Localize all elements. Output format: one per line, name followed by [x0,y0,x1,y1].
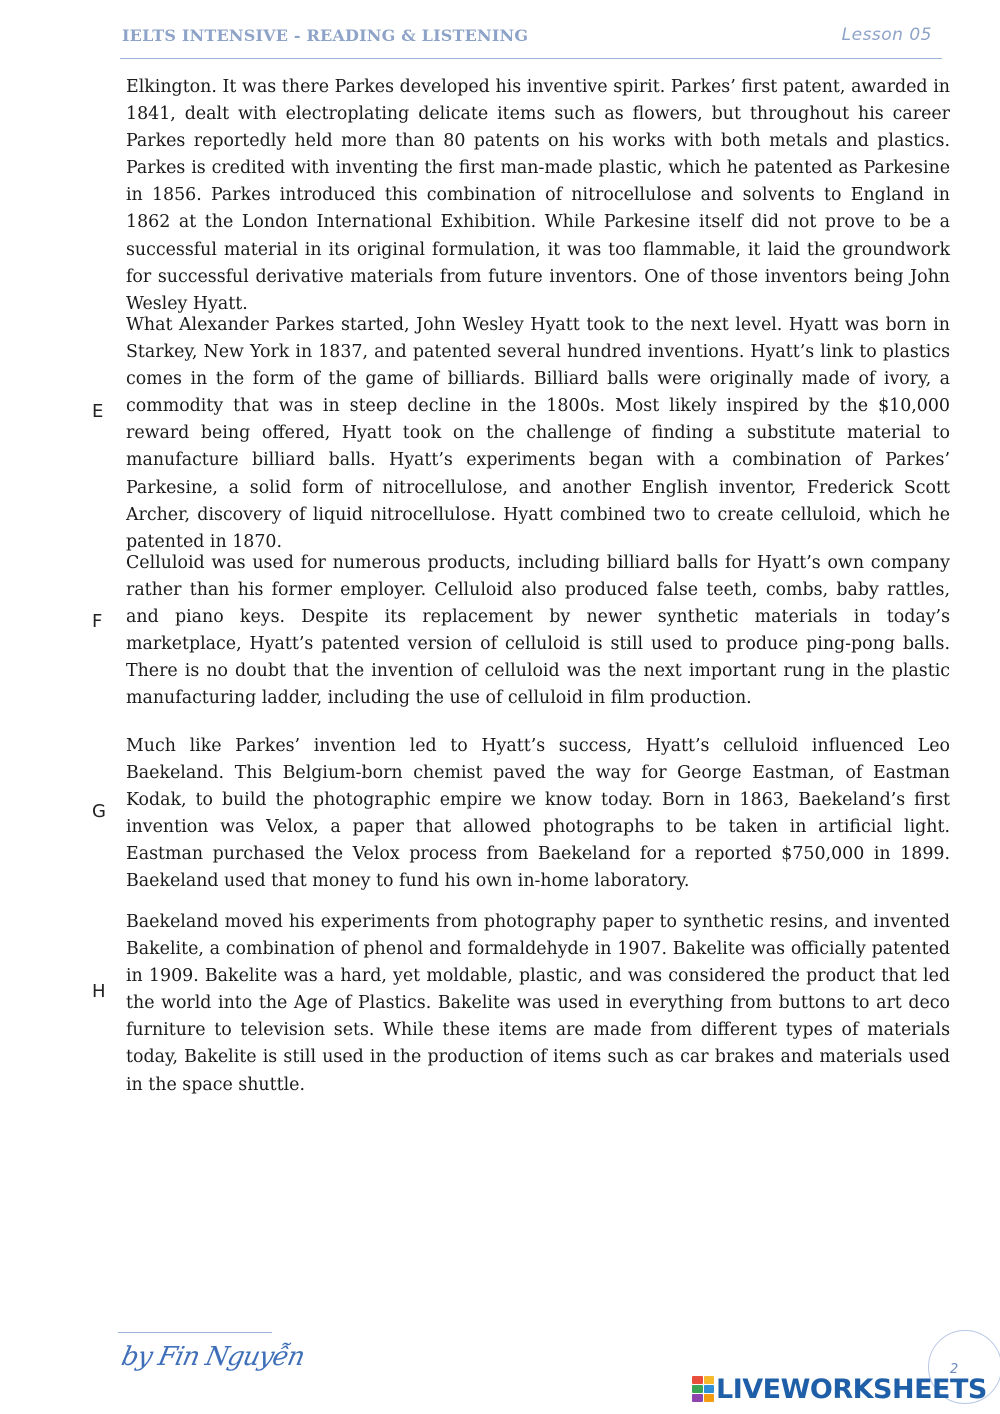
liveworksheets-text: LIVEWORKSHEETS [716,1373,987,1405]
paragraph-f: Celluloid was used for numerous products, including billiard balls for Hyatt’s own company rather than his former employer. Celluloid also produced false teeth, combs, baby rattles, and piano keys. Despite its replacement by newer synthetic materials in today’s marketplace, Hyatt’s patented version of celluloid is still used to produce ping-pong balls. There is no doubt that the invention of celluloid was the next important rung in the plastic manufacturing ladder, including the use of celluloid in film production. [126,553,950,709]
paragraph-g: Much like Parkes’ invention led to Hyatt’s success, Hyatt’s celluloid influenced Leo Baekeland. This Belgium-born chemist paved the way for George Eastman, of Eastman Kodak, to build the photographic empire we know today. Born in 1863, Baekeland’s first invention was Velox, a paper that allowed photographs to be taken in artificial light. Eastman purchased the Velox process from Baekeland for a reported $750,000 in 1899. Baekeland used that money to fund his own in-home laboratory. [126,736,950,892]
paragraph-e: What Alexander Parkes started, John Wesley Hyatt took to the next level. Hyatt was born in Starkey, New York in 1837, and patented several hundred inventions. Hyatt’s link to plastics comes in the form of the game of billiards. Billiard balls were originally made of ivory, a commodity that was in steep decline in the 1800s. Most likely inspired by the $10,000 reward being offered, Hyatt took on the challenge of finding a substitute material to manufacture billiard balls. Hyatt’s experiments began with a combination of Parkes’ Parkesine, a solid form of nitrocellulose, and another English inventor, Frederick Scott Archer, discovery of liquid nitrocellulose. Hyatt combined two to create celluloid, which he patented in 1870. [126,315,950,552]
footer-divider [118,1332,272,1333]
paragraph-letter-f: F [92,611,103,632]
header-title: IELTS INTENSIVE - READING & LISTENING [122,26,529,45]
paragraph-h: Baekeland moved his experiments from photography paper to synthetic resins, and invented Bakelite, a combination of phenol and formaldehyde in 1907. Bakelite was officially patented in 1909. Bakelite was a hard, yet moldable, plastic, and was considered the product that led the world into the Age of Plastics. Bakelite was used in everything from buttons to art deco furniture to television sets. While these items are made from different types of materials today, Bakelite is still used in the production of items such as car brakes and materials used in the space shuttle. [126,912,950,1095]
paragraph-letter-g: G [92,801,106,822]
paragraph-continuation: Elkington. It was there Parkes developed his inventive spirit. Parkes’ first patent, awarded in 1841, dealt with electroplating delicate items such as flowers, but throughout his career Parkes reportedly held more than 80 patents on his works with both metals and plastics. Parkes is credited with inventing the first man-made plastic, which he patented as Parkesine in 1856. Parkes introduced this combination of nitrocellulose and solvents to England in 1862 at the London International Exhibition. While Parkesine itself did not prove to be a successful material in its original formulation, it was too flammable, it laid the groundwork for successful derivative materials from future inventors. One of those inventors being John Wesley Hyatt. [126,77,950,314]
paragraph-letter-h: H [92,981,106,1002]
page-number: 2 [950,1362,959,1377]
liveworksheets-icon [692,1376,714,1402]
liveworksheets-logo[interactable] [692,1372,987,1406]
author-signature: by Fin Nguyễn [118,1342,307,1372]
page-header [120,24,942,59]
lesson-label: Lesson 05 [841,25,932,45]
paragraph-letter-e: E [92,401,104,422]
